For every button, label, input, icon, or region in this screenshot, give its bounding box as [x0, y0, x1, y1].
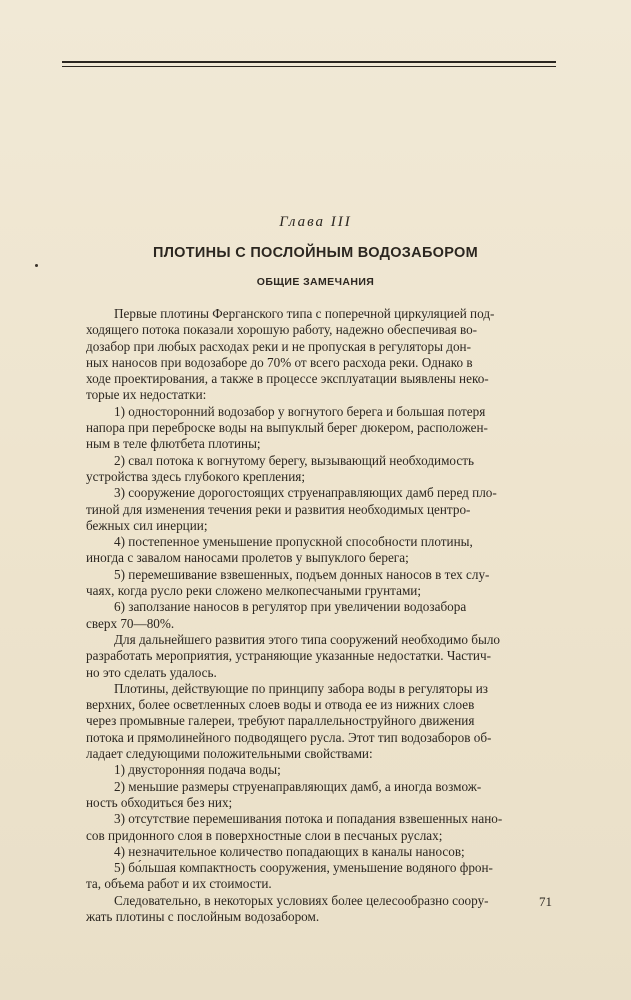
- section-title: ПЛОТИНЫ С ПОСЛОЙНЫМ ВОДОЗАБОРОМ: [152, 245, 478, 261]
- text-line: напора при переброске воды на выпуклый берег дюкером, расположен-: [86, 420, 488, 436]
- text-line: иногда с завалом наносами пролетов у выпуклого берега;: [86, 550, 409, 566]
- text-line: ным в теле флютбета плотины;: [86, 436, 261, 452]
- text-line: 1) односторонний водозабор у вогнутого берега и большая потеря: [114, 403, 486, 419]
- page-number: 71: [539, 894, 552, 909]
- text-line: жать плотины с послойным водозабором.: [86, 908, 320, 924]
- text-line: бежных сил инерции;: [86, 517, 208, 533]
- body-text: [86, 306, 556, 925]
- text-line: верхних, более осветленных слоев воды и отвода ее из нижних слоев: [86, 697, 475, 713]
- text-line: 4) незначительное количество попадающих в каналы наносов;: [114, 843, 465, 859]
- text-line: сверх 70—80%.: [86, 615, 175, 631]
- section-subtitle: ОБЩИЕ ЗАМЕЧАНИЯ: [256, 276, 375, 288]
- header-rule-thick: [62, 61, 556, 63]
- text-line: тиной для изменения течения реки и развития необходимых центро-: [86, 501, 471, 517]
- text-line: Плотины, действующие по принципу забора воды в регуляторы из: [114, 680, 489, 696]
- text-line: Первые плотины Ферганского типа с поперечной циркуляцией под-: [114, 306, 495, 321]
- text-line: 5) бо́льшая компактность сооружения, уменьшение водяного фрон-: [114, 860, 493, 876]
- text-line: потока и прямолинейного подводящего русла. Этот тип водозаборов об-: [86, 729, 492, 745]
- text-line: дозабор при любых расходах реки и не пропуская в регуляторы дон-: [86, 338, 472, 354]
- text-line: торые их недостатки:: [86, 387, 207, 403]
- text-line: 2) свал потока к вогнутому берегу, вызывающий необходимость: [114, 452, 474, 468]
- text-line: через промывные галереи, требуют параллельноструйного движения: [86, 713, 475, 729]
- text-line: Для дальнейшего развития этого типа сооружений необходимо было: [114, 631, 501, 647]
- text-line: сов придонного слоя в поверхностные слои в песчаных руслах;: [86, 827, 443, 843]
- text-line: чаях, когда русло реки сложено мелкопесчаными грунтами;: [86, 583, 422, 599]
- chapter-heading: Глава III: [279, 214, 352, 230]
- text-line: 4) постепенное уменьшение пропускной способности плотины,: [114, 534, 473, 550]
- text-line: ходящего потока показали хорошую работу, надежно обеспечивая во-: [86, 322, 478, 338]
- text-line: Следовательно, в некоторых условиях более целесообразно соору-: [114, 892, 489, 908]
- text-line: ладает следующими положительными свойствами:: [86, 746, 373, 762]
- text-line: 3) сооружение дорогостоящих струенаправляющих дамб перед пло-: [114, 485, 497, 501]
- text-line: 1) двусторонняя подача воды;: [114, 762, 281, 778]
- text-line: разработать мероприятия, устраняющие указанные недостатки. Частич-: [86, 648, 491, 664]
- margin-mark: [35, 264, 38, 267]
- text-line: но это сделать удалось.: [86, 664, 217, 680]
- text-line: та, объема работ и их стоимости.: [86, 876, 272, 892]
- text-line: ность обходиться без них;: [86, 794, 233, 810]
- header-rule-thin: [62, 66, 556, 67]
- text-line: 2) меньшие размеры струенаправляющих дамб, а иногда возмож-: [114, 778, 482, 794]
- text-line: 6) заползание наносов в регулятор при увеличении водозабора: [114, 599, 467, 615]
- text-line: ходе проектирования, а также в процессе эксплуатации выявлены неко-: [86, 371, 489, 387]
- text-line: устройства здесь глубокого крепления;: [86, 468, 305, 484]
- text-line: 5) перемешивание взвешенных, подъем донных наносов в тех слу-: [114, 566, 490, 582]
- text-line: ных наносов при водозаборе до 70% от всего расхода реки. Однако в: [86, 354, 473, 370]
- text-line: 3) отсутствие перемешивания потока и попадания взвешенных нано-: [114, 811, 503, 827]
